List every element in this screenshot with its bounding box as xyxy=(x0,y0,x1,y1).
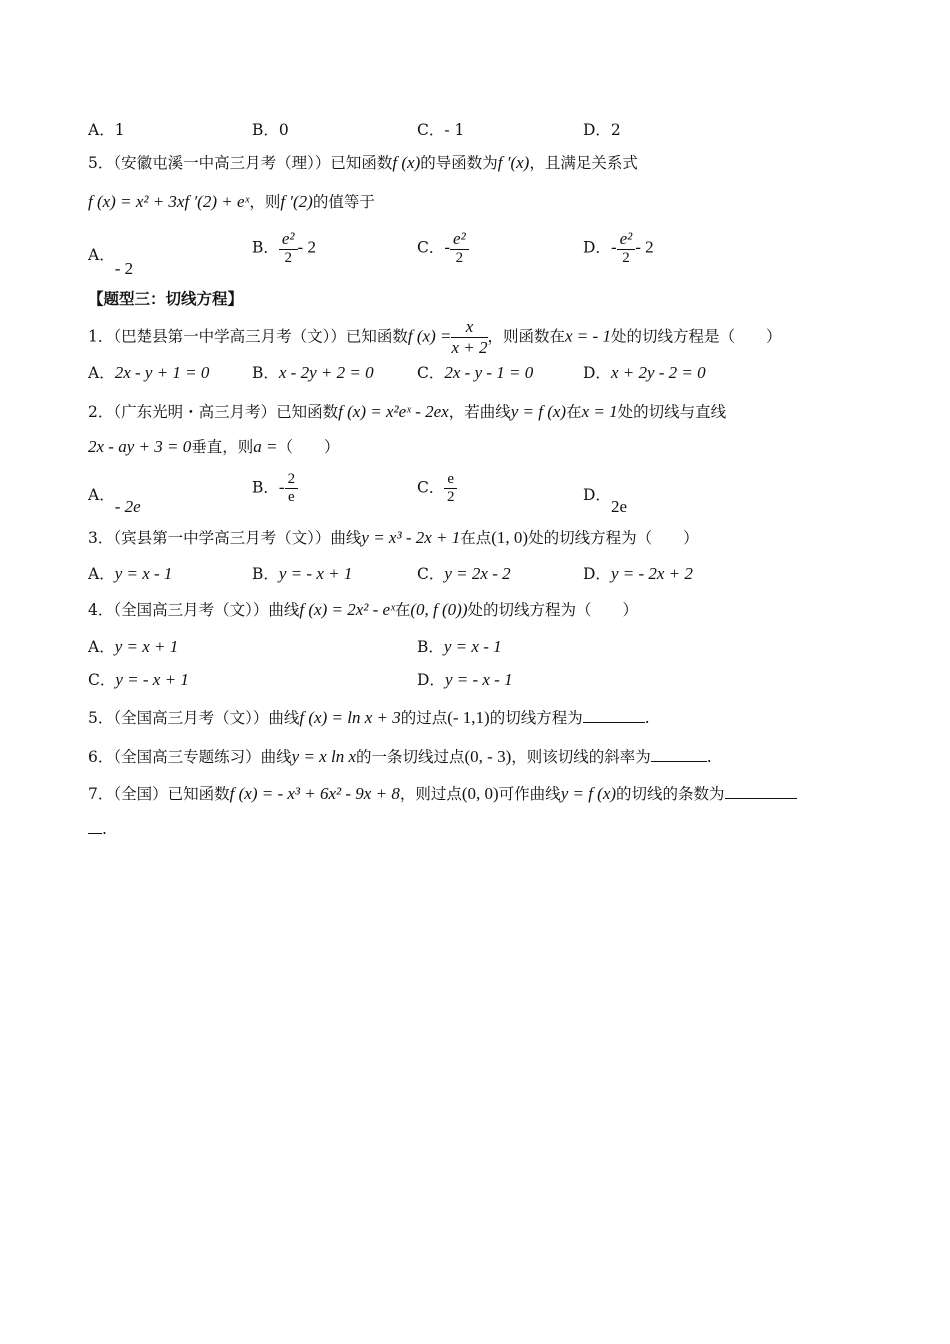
q1-option-b xyxy=(252,361,374,383)
q1-option-d xyxy=(583,361,706,383)
question-source: （全国） xyxy=(113,785,168,803)
question-text: 的切线方程为 xyxy=(489,709,583,727)
q1-option-c xyxy=(417,361,533,383)
option-label: B． xyxy=(252,478,279,497)
option-value: y = x - 1 xyxy=(114,564,173,583)
fraction xyxy=(279,230,298,267)
q2-line2 xyxy=(88,436,339,458)
question-text: 处的切线与直线 xyxy=(617,403,727,421)
question-text: 的值等于 xyxy=(312,193,375,211)
option-label: C． xyxy=(417,478,445,497)
answer-blank[interactable] xyxy=(583,708,645,723)
option-value: - 2 xyxy=(114,259,134,278)
numerator: e² xyxy=(617,230,636,250)
math-point: (- 1,1) xyxy=(447,708,490,727)
question-text: 的切线的条数为 xyxy=(616,785,725,803)
option-label: A． xyxy=(88,246,115,264)
question-text: 在 xyxy=(566,403,582,421)
question-number: 5． xyxy=(88,154,114,172)
q3-option-b xyxy=(252,562,352,584)
denominator: x + 2 xyxy=(451,337,488,357)
q6-line xyxy=(88,746,712,768)
math-point: (0, - 3) xyxy=(464,747,512,766)
question-end: . xyxy=(102,820,107,838)
option-value: y = - x + 1 xyxy=(278,564,353,583)
math-line: 2x - ay + 3 = 0 xyxy=(88,437,192,456)
fraction xyxy=(451,318,487,357)
question-text: 已知函数 xyxy=(345,327,408,346)
numerator: x xyxy=(451,318,487,338)
q4-option-b xyxy=(417,635,502,657)
prev-q5-line2 xyxy=(88,191,375,213)
q7-line2 xyxy=(88,819,107,839)
q7-line xyxy=(88,783,797,805)
prev-option-d: D．2 xyxy=(583,121,621,139)
question-text: 曲线 xyxy=(330,529,362,547)
option-label: A． xyxy=(88,486,115,504)
question-number: 3． xyxy=(88,529,114,547)
question-end: . xyxy=(644,709,650,727)
option-label: A． xyxy=(88,638,115,656)
question-text: 处的切线方程为（ ） xyxy=(467,601,639,619)
option-value: x + 2y - 2 = 0 xyxy=(610,363,706,382)
option-sign: - xyxy=(444,237,451,257)
math-curve: f (x) = ln x + 3 xyxy=(299,708,401,727)
q3-line xyxy=(88,527,699,549)
denominator: 2 xyxy=(446,488,455,505)
math-point: x = 1 xyxy=(581,402,618,421)
math-curve: f (x) = 2x² - eˣ xyxy=(299,600,395,619)
question-source: （安徽屯溪一中高三月考（理）） xyxy=(113,154,331,172)
prev-option-a: A．1 xyxy=(88,121,125,139)
numerator: e² xyxy=(279,230,298,250)
option-value: 2x - y - 1 = 0 xyxy=(444,363,534,382)
question-source: （全国高三专题练习） xyxy=(113,748,261,766)
numerator: e xyxy=(444,471,457,489)
option-value: y = - x + 1 xyxy=(115,670,189,689)
question-number: 7． xyxy=(88,785,114,803)
q3-option-a xyxy=(88,562,172,584)
option-label: A． xyxy=(88,364,115,382)
math-equation: f (x) = x² + 3xf ′(2) + eˣ xyxy=(88,192,250,211)
option-value: - 2e xyxy=(114,497,141,516)
section-title: 【题型三：切线方程】 xyxy=(88,289,244,308)
option-label: D． xyxy=(417,671,445,689)
option-label: D． xyxy=(583,364,611,382)
math-curve: y = x³ - 2x + 1 xyxy=(361,528,461,547)
question-number: 5． xyxy=(88,709,114,727)
question-text: ，则过点 xyxy=(399,785,462,803)
question-text: ，则 xyxy=(249,193,281,211)
question-text: 可作曲线 xyxy=(498,785,561,803)
option-label: C． xyxy=(417,565,445,583)
option-label: C． xyxy=(417,364,445,382)
question-text: （ ） xyxy=(277,438,340,456)
question-source: （广东光明・高三月考） xyxy=(113,403,277,421)
question-text: 的导函数为 xyxy=(420,154,498,172)
answer-blank[interactable] xyxy=(725,784,797,799)
question-number: 4． xyxy=(88,601,114,619)
prev-q5-line1 xyxy=(88,152,638,174)
numerator: e² xyxy=(450,230,469,250)
q3-option-d xyxy=(583,562,693,584)
denominator: 2 xyxy=(284,249,292,266)
fraction xyxy=(444,471,457,506)
prev-q5-option-c xyxy=(417,230,469,267)
question-text: 垂直，则 xyxy=(191,438,254,456)
option-sign: - xyxy=(610,237,617,257)
q4-line xyxy=(88,599,638,621)
denominator: e xyxy=(287,488,295,505)
prev-option-c: C．- 1 xyxy=(417,121,465,139)
math-curve: y = x ln x xyxy=(291,747,356,766)
q1-line xyxy=(88,318,781,357)
q2-option-a xyxy=(88,483,141,516)
fraction xyxy=(617,230,636,267)
question-number: 6． xyxy=(88,748,114,766)
option-value: 2x - y + 1 = 0 xyxy=(114,363,210,382)
question-source: （全国高三月考（文）） xyxy=(113,709,269,727)
question-text: ，则该切线的斜率为 xyxy=(511,748,651,766)
option-label: B． xyxy=(252,364,279,382)
q2-line1 xyxy=(88,401,726,423)
question-text: 处的切线方程为（ ） xyxy=(528,529,699,547)
denominator: 2 xyxy=(455,249,464,266)
math-fp2: f ′(2) xyxy=(280,192,313,211)
question-text: ，且满足关系式 xyxy=(529,154,638,172)
option-label: A． xyxy=(88,565,115,583)
question-text: 的一条切线过点 xyxy=(356,748,465,766)
option-value: y = x + 1 xyxy=(114,637,179,656)
q1-option-a xyxy=(88,361,209,383)
prev-q5-option-b xyxy=(252,230,316,267)
math-curve: y = f (x) xyxy=(560,784,617,803)
math-fx: f (x) xyxy=(392,153,421,172)
option-label: C． xyxy=(417,238,445,257)
question-source: （宾县第一中学高三月考（文）） xyxy=(113,529,331,547)
question-text: 曲线 xyxy=(260,748,292,766)
option-label: B． xyxy=(252,238,279,257)
question-text: 已知函数 xyxy=(276,403,339,421)
q4-option-a xyxy=(88,635,178,657)
math-point: (0, f (0)) xyxy=(410,600,468,619)
numerator: 2 xyxy=(285,471,299,489)
math-fx: f (x) = - x³ + 6x² - 9x + 8 xyxy=(229,784,400,803)
option-value: y = 2x - 2 xyxy=(444,564,511,583)
question-source: （全国高三月考（文）） xyxy=(113,601,269,619)
option-value: 2e xyxy=(610,497,627,516)
q3-option-c xyxy=(417,562,511,584)
option-sign: - xyxy=(278,477,285,497)
option-value: y = - x - 1 xyxy=(444,670,513,689)
q2-option-d xyxy=(583,483,627,516)
q4-option-c xyxy=(88,668,189,690)
math-point: (1, 0) xyxy=(491,528,529,547)
math-point: x = - 1 xyxy=(565,326,611,346)
option-label: B． xyxy=(417,638,444,656)
question-text: 已知函数 xyxy=(167,785,230,803)
math-var: a = xyxy=(253,437,278,456)
answer-blank-continued[interactable] xyxy=(88,819,102,834)
question-text: 在 xyxy=(394,601,411,619)
question-text: 曲线 xyxy=(268,709,300,727)
option-label: C． xyxy=(88,671,116,689)
question-number: 2． xyxy=(88,403,114,421)
math-point: (0, 0) xyxy=(461,784,499,803)
fraction xyxy=(285,471,299,506)
question-text: 的过点 xyxy=(400,709,448,727)
option-tail: - 2 xyxy=(635,237,654,257)
question-text: 处的切线方程是（ ） xyxy=(610,327,782,346)
math-curve: y = f (x) xyxy=(510,402,567,421)
option-label: D． xyxy=(583,486,611,504)
answer-blank[interactable] xyxy=(651,747,707,762)
fraction xyxy=(450,230,469,267)
q4-option-d xyxy=(417,668,513,690)
option-value: y = x - 1 xyxy=(443,637,502,656)
option-tail: - 2 xyxy=(297,237,316,257)
q5-line xyxy=(88,707,650,729)
prev-option-b: B．0 xyxy=(252,121,289,139)
math-fpx: f ′(x) xyxy=(497,153,530,172)
question-text: ，则函数在 xyxy=(487,327,566,346)
option-label: D． xyxy=(583,565,611,583)
question-text: 曲线 xyxy=(268,601,300,619)
question-source: （巴楚县第一中学高三月考（文）） xyxy=(113,327,346,346)
question-number: 1． xyxy=(88,327,114,346)
q2-option-b xyxy=(252,471,298,506)
denominator: 2 xyxy=(622,249,630,266)
option-label: B． xyxy=(252,565,279,583)
math-fx: f (x) = xyxy=(407,326,452,346)
question-text: 已知函数 xyxy=(330,154,393,172)
question-text: 在点 xyxy=(460,529,492,547)
question-text: ，若曲线 xyxy=(448,403,511,421)
prev-q5-option-d xyxy=(583,230,654,267)
option-value: y = - 2x + 2 xyxy=(610,564,693,583)
option-value: x - 2y + 2 = 0 xyxy=(278,363,374,382)
prev-q5-option-a xyxy=(88,243,134,278)
q2-option-c xyxy=(417,471,457,506)
option-label: D． xyxy=(583,238,611,257)
question-end: . xyxy=(706,748,712,766)
math-fx: f (x) = x²eˣ - 2ex xyxy=(338,402,449,421)
